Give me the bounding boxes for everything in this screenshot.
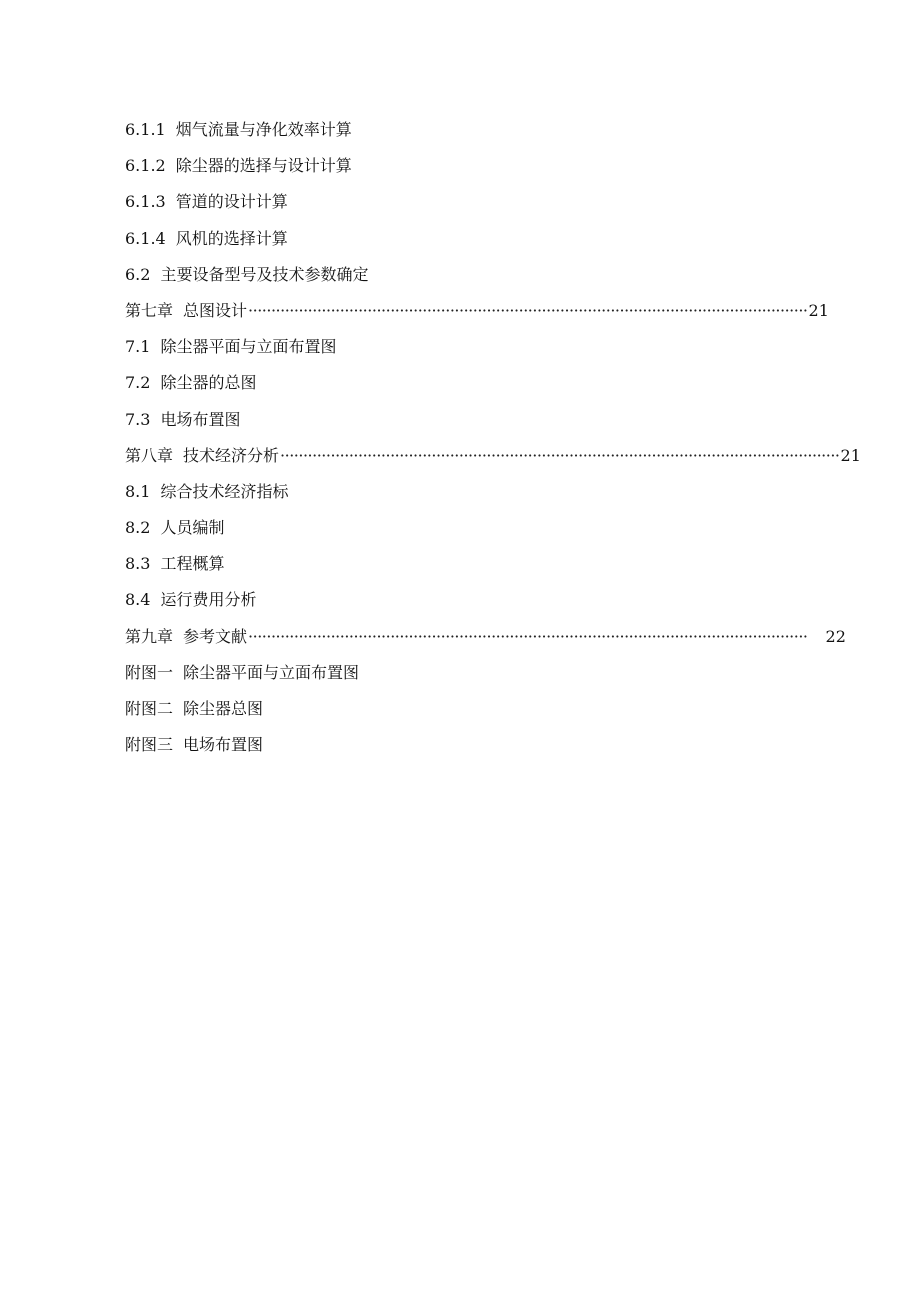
toc-entry-number: 8.1 xyxy=(125,481,151,501)
toc-entry xyxy=(125,478,803,514)
toc-entry-number: 8.4 xyxy=(125,590,151,610)
toc-entry xyxy=(125,188,803,224)
toc-entry-number: 附图一 xyxy=(125,662,174,682)
toc-entry xyxy=(125,586,803,622)
toc-entry-number: 6.1.1 xyxy=(125,120,166,139)
toc-entry-title: 参考文献 xyxy=(183,626,248,646)
toc-entry-title: 总图设计 xyxy=(183,300,248,320)
toc-entry-title: 管道的设计计算 xyxy=(175,192,288,212)
toc-entry-number: 7.1 xyxy=(125,337,151,357)
toc-entry-title: 主要设备型号及技术参数确定 xyxy=(160,264,369,284)
toc-chapter-entry xyxy=(125,623,846,659)
toc-page-number: 21 xyxy=(808,300,829,320)
toc-entry-number: 附图二 xyxy=(125,699,174,718)
toc-entry-title: 综合技术经济指标 xyxy=(160,481,289,501)
toc-entry xyxy=(125,333,803,369)
toc-entry-number: 6.1.4 xyxy=(125,228,166,248)
toc-entry-number: 第九章 xyxy=(125,626,174,646)
table-of-contents xyxy=(125,116,861,767)
toc-entry-title: 风机的选择计算 xyxy=(175,228,288,248)
toc-entry-number: 6.1.2 xyxy=(125,156,166,176)
toc-entry-number: 第七章 xyxy=(125,300,174,320)
toc-entry-title: 除尘器平面与立面布置图 xyxy=(183,662,360,682)
toc-entry-number: 6.1.3 xyxy=(125,192,166,212)
toc-entry xyxy=(125,152,803,188)
toc-dot-leader: ·························································································································· xyxy=(280,445,840,465)
toc-dot-leader: ·························································································································· xyxy=(248,300,808,320)
toc-entry-title: 技术经济分析 xyxy=(183,445,280,465)
toc-entry-title: 运行费用分析 xyxy=(160,590,257,610)
toc-entry xyxy=(125,406,803,442)
toc-entry xyxy=(125,116,803,152)
toc-entry-number: 8.3 xyxy=(125,554,151,574)
toc-page-number: 22 xyxy=(825,626,846,646)
toc-entry-number: 附图三 xyxy=(125,735,174,755)
toc-entry-number: 7.3 xyxy=(125,409,151,429)
toc-entry-number: 第八章 xyxy=(125,445,174,465)
toc-chapter-entry xyxy=(125,297,829,333)
toc-entry xyxy=(125,695,803,731)
toc-entry-title: 除尘器的选择与设计计算 xyxy=(175,156,352,176)
toc-entry-number: 7.2 xyxy=(125,373,151,393)
toc-entry-title: 电场布置图 xyxy=(160,409,241,429)
toc-entry-title: 人员编制 xyxy=(160,518,225,538)
toc-entry xyxy=(125,731,803,767)
toc-entry-number: 6.2 xyxy=(125,264,151,284)
toc-entry xyxy=(125,261,803,297)
toc-chapter-entry xyxy=(125,442,861,478)
toc-entry xyxy=(125,550,803,586)
toc-entry xyxy=(125,514,803,550)
toc-dot-leader: ·························································································································· xyxy=(248,626,808,646)
toc-page-number: 21 xyxy=(840,445,861,465)
toc-entry xyxy=(125,659,803,695)
toc-entry xyxy=(125,369,803,405)
toc-entry-title: 除尘器的总图 xyxy=(160,373,257,393)
toc-entry xyxy=(125,225,803,261)
toc-entry-title: 除尘器平面与立面布置图 xyxy=(160,337,337,357)
toc-entry-title: 烟气流量与净化效率计算 xyxy=(175,120,352,139)
toc-entry-title: 除尘器总图 xyxy=(183,699,264,718)
toc-entry-number: 8.2 xyxy=(125,518,151,538)
toc-entry-title: 电场布置图 xyxy=(183,735,264,755)
toc-entry-title: 工程概算 xyxy=(160,554,225,574)
